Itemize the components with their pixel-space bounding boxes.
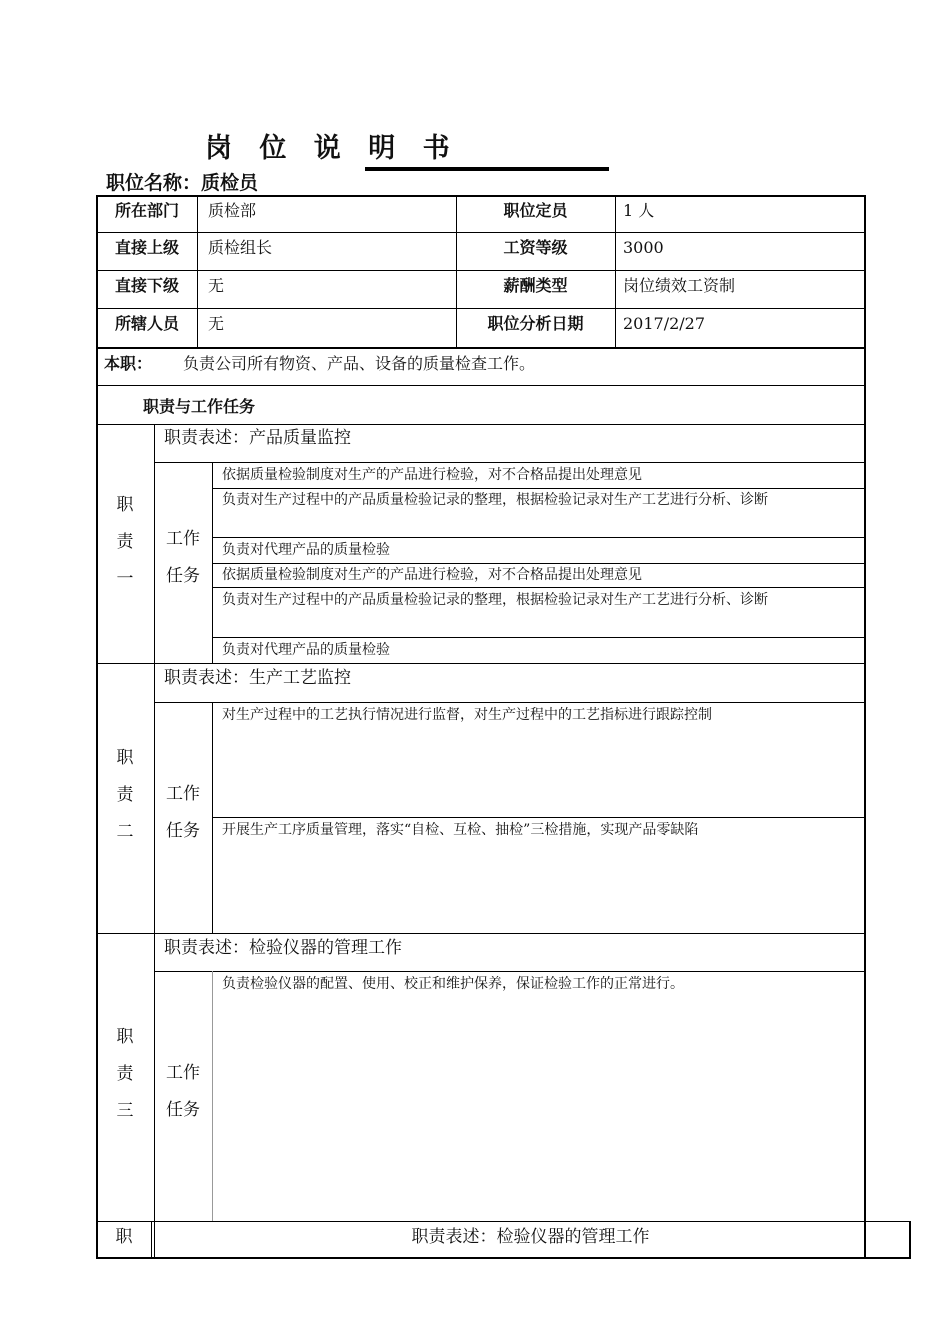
duty-1-task: 负责对生产过程中的产品质量检验记录的整理，根据检验记录对生产工艺进行分析、诊断 [222, 592, 768, 608]
dept-value: 质检部 [208, 201, 257, 220]
duty-1-side-label: 职 责 一 [116, 495, 134, 589]
analysis-date-label: 职位分析日期 [487, 314, 584, 333]
duty-3-side-label: 职 责 三 [116, 1027, 134, 1121]
duty-1-task: 依据质量检验制度对生产的产品进行检验，对不合格品提出处理意见 [222, 567, 642, 583]
document-title: 岗 位 说 明 书 [205, 133, 459, 164]
grid-line [96, 424, 866, 425]
section-title: 职责与工作任务 [143, 397, 256, 416]
quota-label: 职位定员 [503, 201, 568, 220]
subordinate-value: 无 [208, 276, 225, 295]
grid-line [96, 663, 866, 664]
grid-line [96, 1221, 911, 1222]
subordinate-label: 直接下级 [114, 276, 179, 295]
post-name: 职位名称：质检员 [106, 172, 259, 194]
grid-line [96, 347, 866, 349]
duty-2-task: 对生产过程中的工艺执行情况进行监督，对生产过程中的工艺指标进行跟踪控制 [222, 707, 712, 723]
main-duty-text: 负责公司所有物资、产品、设备的质量检查工作。 [183, 354, 536, 373]
grade-label: 工资等级 [503, 238, 568, 257]
grid-line [96, 385, 866, 386]
duty-3-task-label: 工作 任务 [166, 1063, 200, 1120]
grid-line [96, 933, 866, 934]
staff-label: 所辖人员 [114, 314, 179, 333]
duty-2-task: 开展生产工序质量管理，落实“自检、互检、抽检”三检措施，实现产品零缺陷 [222, 822, 699, 838]
duty-1-task: 负责对代理产品的质量检验 [222, 542, 390, 558]
duty-3-desc: 职责表述：检验仪器的管理工作 [164, 938, 402, 958]
grid-line [96, 270, 866, 271]
grid-line [96, 232, 866, 233]
grid-line [96, 308, 866, 309]
superior-value: 质检组长 [208, 238, 273, 257]
grid-line [615, 195, 616, 347]
grid-line [909, 1221, 911, 1258]
duty-2-desc: 职责表述：生产工艺监控 [164, 668, 351, 688]
pay-type-value: 岗位绩效工资制 [623, 276, 736, 295]
quota-value: 1 人 [623, 201, 655, 220]
grid-line [197, 195, 198, 347]
duty-1-task: 负责对生产过程中的产品质量检验记录的整理，根据检验记录对生产工艺进行分析、诊断 [222, 492, 768, 508]
bottom-desc: 职责表述：检验仪器的管理工作 [411, 1227, 650, 1247]
analysis-date-value: 2017/2/27 [623, 314, 706, 333]
duty-1-task: 负责对代理产品的质量检验 [222, 642, 390, 658]
duty-2-task-label: 工作 任务 [166, 784, 200, 841]
grid-line [212, 971, 213, 1221]
grade-value: 3000 [623, 238, 664, 257]
duty-3-task: 负责检验仪器的配置、使用、校正和维护保养，保证检验工作的正常进行。 [222, 976, 684, 992]
title-underline [365, 167, 609, 171]
bottom-side-label: 职 [115, 1227, 133, 1247]
duty-1-task: 依据质量检验制度对生产的产品进行检验，对不合格品提出处理意见 [222, 467, 642, 483]
duty-2-side-label: 职 责 二 [116, 748, 134, 842]
duty-1-desc: 职责表述：产品质量监控 [164, 428, 351, 448]
pay-type-label: 薪酬类型 [503, 276, 568, 295]
main-duty-label: 本职： [104, 354, 153, 373]
duty-1-task-label: 工作 任务 [166, 529, 200, 586]
staff-value: 无 [208, 314, 225, 333]
superior-label: 直接上级 [114, 238, 179, 257]
grid-line [96, 1257, 911, 1259]
dept-label: 所在部门 [114, 201, 179, 220]
